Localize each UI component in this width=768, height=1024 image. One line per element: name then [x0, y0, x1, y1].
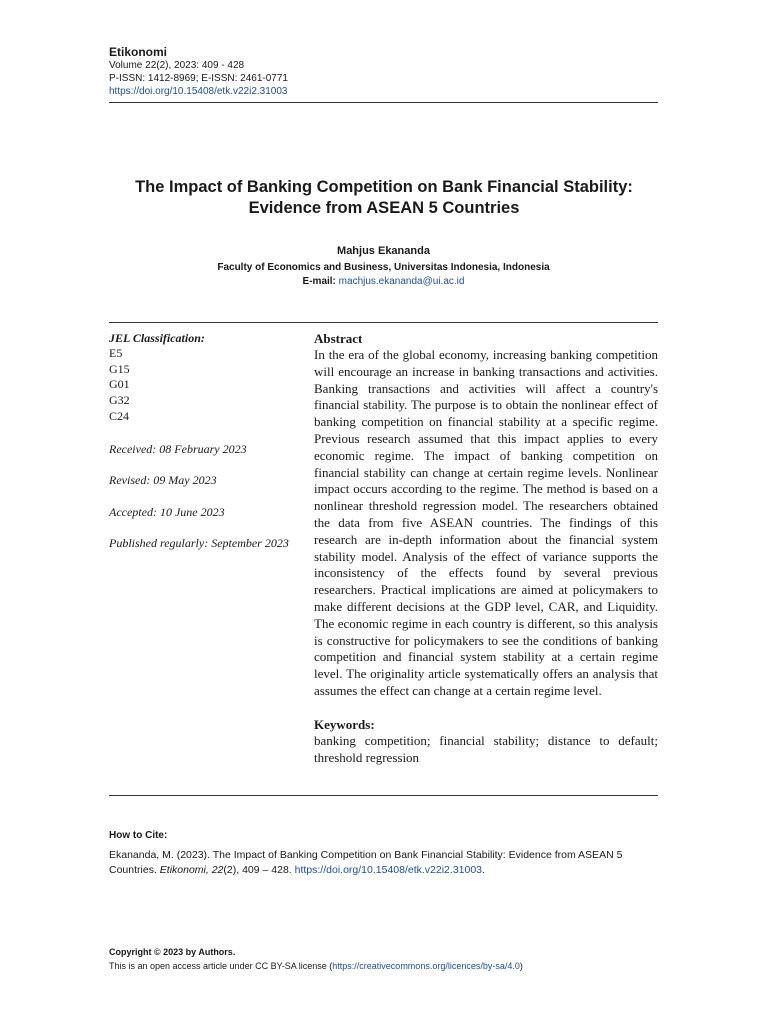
- citation-text: [109, 848, 658, 877]
- revised-date: Revised: 09 May 2023: [109, 473, 217, 487]
- email-label: E-mail:: [302, 276, 336, 287]
- published-date: Published regularly: September 2023: [109, 536, 289, 550]
- jel-code: E5: [109, 346, 123, 360]
- license-link[interactable]: https://creativecommons.org/licences/by-sa/4.0: [332, 961, 520, 971]
- article-metadata: [109, 330, 304, 550]
- author-name: Mahjus Ekananda: [337, 245, 430, 257]
- title-line-1: The Impact of Banking Competition on Bank Financial Stability:: [135, 178, 633, 196]
- keywords-text: banking competition; financial stability; distance to default; threshold regression: [314, 732, 658, 765]
- abstract-heading: Abstract: [314, 331, 363, 346]
- abstract-section: [314, 330, 658, 766]
- copyright-heading: Copyright © 2023 by Authors.: [109, 947, 236, 957]
- author-affiliation: Faculty of Economics and Business, Universitas Indonesia, Indonesia: [217, 262, 550, 273]
- author-email-line: [109, 276, 658, 287]
- license-text: [109, 960, 658, 972]
- jel-code: G15: [109, 361, 130, 376]
- received-date: Received: 08 February 2023: [109, 442, 247, 456]
- header-divider: [109, 102, 658, 103]
- volume-info: Volume 22(2), 2023: 409 - 428: [109, 60, 245, 71]
- doi-link[interactable]: https://doi.org/10.15408/etk.v22i2.31003: [109, 86, 288, 97]
- title-line-2: Evidence from ASEAN 5 Countries: [248, 199, 520, 217]
- citation-main: Ekananda, M. (2023). The Impact of Banking Competition on Bank Financial Stability: Evidence from ASEAN 5 Countries.: [109, 849, 623, 876]
- abstract-top-divider: [109, 322, 658, 323]
- journal-name: Etikonomi: [109, 45, 168, 59]
- author-email-link[interactable]: machjus.ekananda@ui.ac.id: [338, 276, 465, 287]
- license-pre: This is an open access article under CC BY-SA license (: [109, 961, 333, 971]
- issn-info: P-ISSN: 1412-8969; E-ISSN: 2461-0771: [109, 73, 288, 84]
- jel-code: C24: [109, 408, 130, 423]
- jel-title: JEL Classification:: [109, 331, 205, 345]
- abstract-bottom-divider: [109, 795, 658, 796]
- jel-code: G32: [109, 393, 130, 408]
- journal-header: [109, 45, 658, 98]
- article-title: [80, 177, 688, 219]
- citation-journal: Etikonomi, 22: [159, 863, 224, 876]
- cite-heading: How to Cite:: [109, 830, 168, 841]
- citation-pages: (2), 409 – 428.: [223, 863, 295, 876]
- keywords-heading: Keywords:: [314, 716, 375, 732]
- citation-doi-link[interactable]: https://doi.org/10.15408/etk.v22i2.31003: [294, 863, 483, 876]
- accepted-date: Accepted: 10 June 2023: [109, 505, 225, 519]
- citation-end: .: [482, 863, 485, 876]
- license-post: ): [519, 961, 523, 971]
- abstract-text: In the era of the global economy, increasing banking competition will encourage an increase in banking transactions and activities. Banking transactions and activities will affect a country's financial stability. The purpose is to obtain the nonlinear effect of banking competition on financial stability at a specific regime. Previous research assumed that this impact applies to every economic regime. The impact of banking competition on financial stability can change at certain regime levels. Nonlinear impact occurs according to the regime. The method is based on a nonlinear threshold regression model. The researchers obtained the data from five ASEAN countries. The findings of this research are in-depth information about the financial system stability model. Analysis of the effect of variance supports the inconsistency of the effects found by several previous researchers. Practical implications are aimed at policymakers to make different decisions at the GDP level, CAR, and Liquidity. The economic regime in each country is different, so this analysis is constructive for policymakers to see the conditions of banking competition and financial system stability at a certain regime level. The originality article systematically offers an analysis that assumes the effect can change at a certain regime level.: [314, 347, 658, 698]
- jel-code: G01: [109, 377, 130, 392]
